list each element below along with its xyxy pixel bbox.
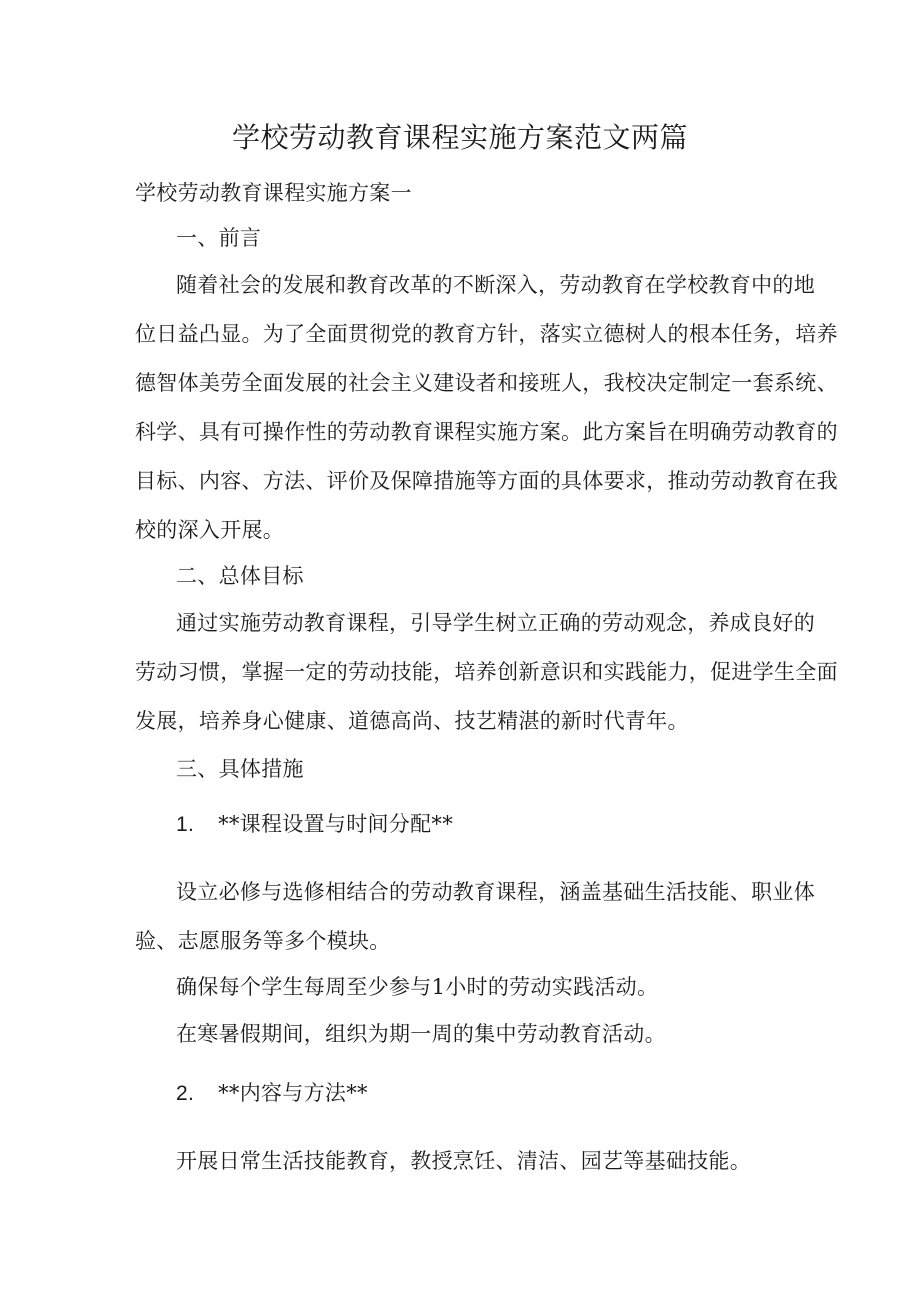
- paragraph-line: 科学、具有可操作性的劳动教育课程实施方案。此方案旨在明确劳动教育的: [135, 420, 838, 444]
- paragraph-line: 校的深入开展。: [135, 518, 285, 542]
- paragraph-line: 劳动习惯，掌握一定的劳动技能，培养创新意识和实践能力，促进学生全面: [135, 660, 838, 684]
- paragraph-line: 开展日常生活技能教育，教授烹饪、清洁、园艺等基础技能。: [176, 1149, 752, 1173]
- list-item-title: **课程设置与时间分配**: [218, 812, 453, 836]
- list-item-title: **内容与方法**: [218, 1081, 368, 1105]
- list-item-number: 1.: [176, 813, 195, 836]
- paragraph-line: 位日益凸显。为了全面贯彻党的教育方针，落实立德树人的根本任务，培养: [135, 322, 838, 346]
- paragraph-line: 确保每个学生每周至少参与1小时的劳动实践活动。: [176, 975, 659, 999]
- paragraph-line: 设立必修与选修相结合的劳动教育课程，涵盖基础生活技能、职业体: [176, 880, 815, 904]
- paragraph-line: 验、志愿服务等多个模块。: [135, 929, 391, 953]
- paragraph-line: 随着社会的发展和教育改革的不断深入，劳动教育在学校教育中的地: [176, 273, 815, 297]
- list-item-heading: [176, 810, 453, 839]
- list-item-heading: [176, 1079, 368, 1108]
- list-item-number: 2.: [176, 1082, 195, 1105]
- paragraph-line: 发展，培养身心健康、道德高尚、技艺精湛的新时代青年。: [135, 709, 689, 733]
- section-heading-preface: 一、前言: [176, 226, 262, 250]
- section-heading-measures: 三、具体措施: [176, 757, 304, 781]
- paragraph-line: 德智体美劳全面发展的社会主义建设者和接班人，我校决定制定一套系统、: [135, 371, 838, 395]
- document-subtitle: 学校劳动教育课程实施方案一: [135, 181, 412, 205]
- section-heading-goals: 二、总体目标: [176, 564, 304, 588]
- document-title: 学校劳动教育课程实施方案范文两篇: [231, 121, 688, 154]
- paragraph-line: 通过实施劳动教育课程，引导学生树立正确的劳动观念，养成良好的: [176, 611, 815, 635]
- paragraph-line: 在寒暑假期间，组织为期一周的集中劳动教育活动。: [176, 1022, 666, 1046]
- paragraph-line: 目标、内容、方法、评价及保障措施等方面的具体要求，推动劳动教育在我: [135, 469, 838, 493]
